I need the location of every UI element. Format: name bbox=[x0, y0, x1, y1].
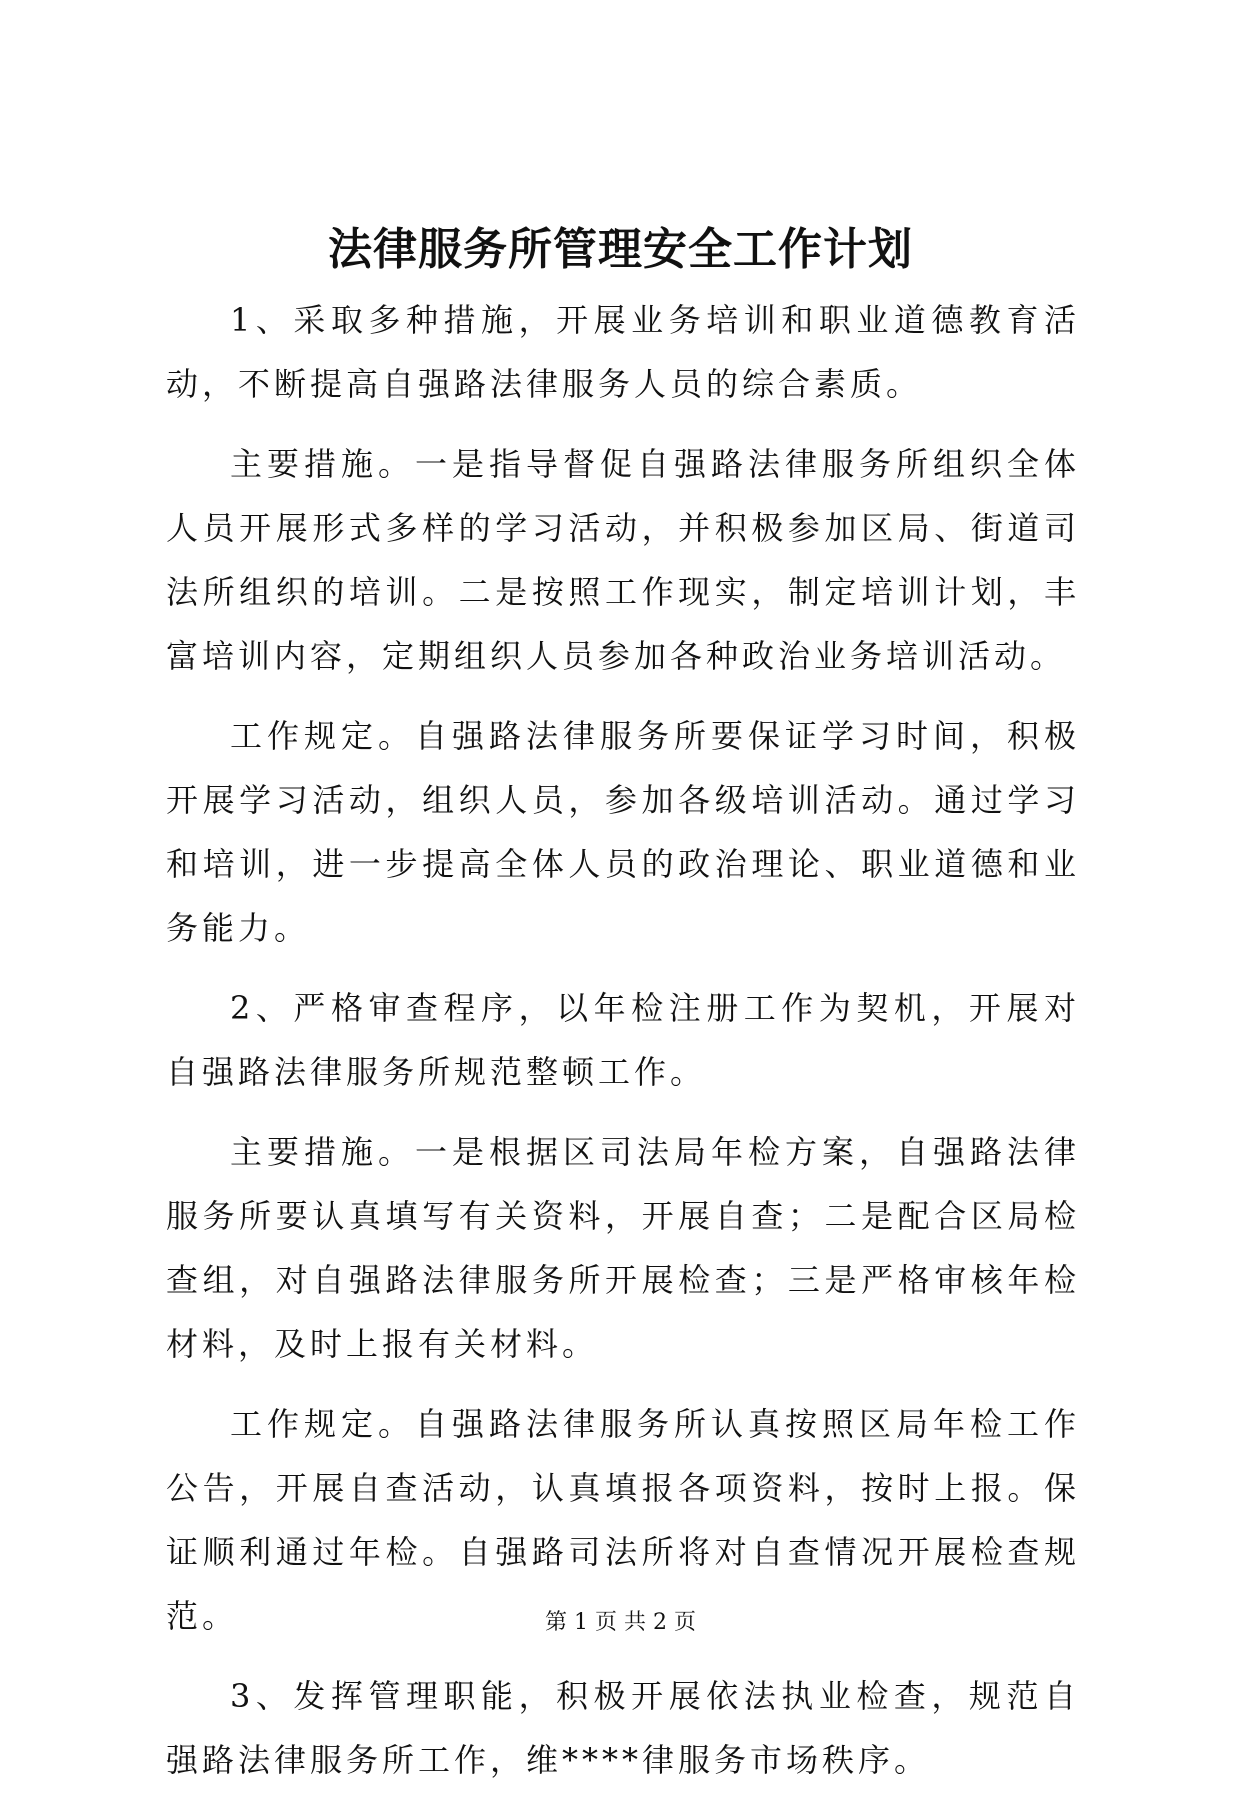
paragraph-6: 工作规定。自强路法律服务所认真按照区局年检工作公告，开展自查活动，认真填报各项资料，按时上报。保证顺利通过年检。自强路司法所将对自查情况开展检查规范。 bbox=[166, 1405, 1080, 1635]
paragraph-4: 2、严格审查程序，以年检注册工作为契机，开展对自强路法律服务所规范整顿工作。 bbox=[166, 989, 1080, 1091]
paragraph-5: 主要措施。一是根据区司法局年检方案，自强路法律服务所要认真填写有关资料，开展自查；二是配合区局检查组，对自强路法律服务所开展检查；三是严格审核年检材料，及时上报有关材料。 bbox=[166, 1133, 1080, 1363]
page-number-footer: 第 1 页 共 2 页 bbox=[545, 1610, 696, 1635]
paragraph-1: 1、采取多种措施，开展业务培训和职业道德教育活动，不断提高自强路法律服务人员的综合素质。 bbox=[166, 301, 1080, 403]
paragraph-7: 3、发挥管理职能，积极开展依法执业检查，规范自强路法律服务所工作，维****律服务市场秩序。 bbox=[166, 1677, 1080, 1779]
document-body bbox=[166, 288, 1080, 1808]
document-title: 法律服务所管理安全工作计划 bbox=[328, 224, 913, 275]
paragraph-3: 工作规定。自强路法律服务所要保证学习时间，积极开展学习活动，组织人员，参加各级培训活动。通过学习和培训，进一步提高全体人员的政治理论、职业道德和业务能力。 bbox=[166, 717, 1080, 947]
paragraph-2: 主要措施。一是指导督促自强路法律服务所组织全体人员开展形式多样的学习活动，并积极参加区局、街道司法所组织的培训。二是按照工作现实，制定培训计划，丰富培训内容，定期组织人员参加各种政治业务培训活动。 bbox=[166, 445, 1080, 675]
